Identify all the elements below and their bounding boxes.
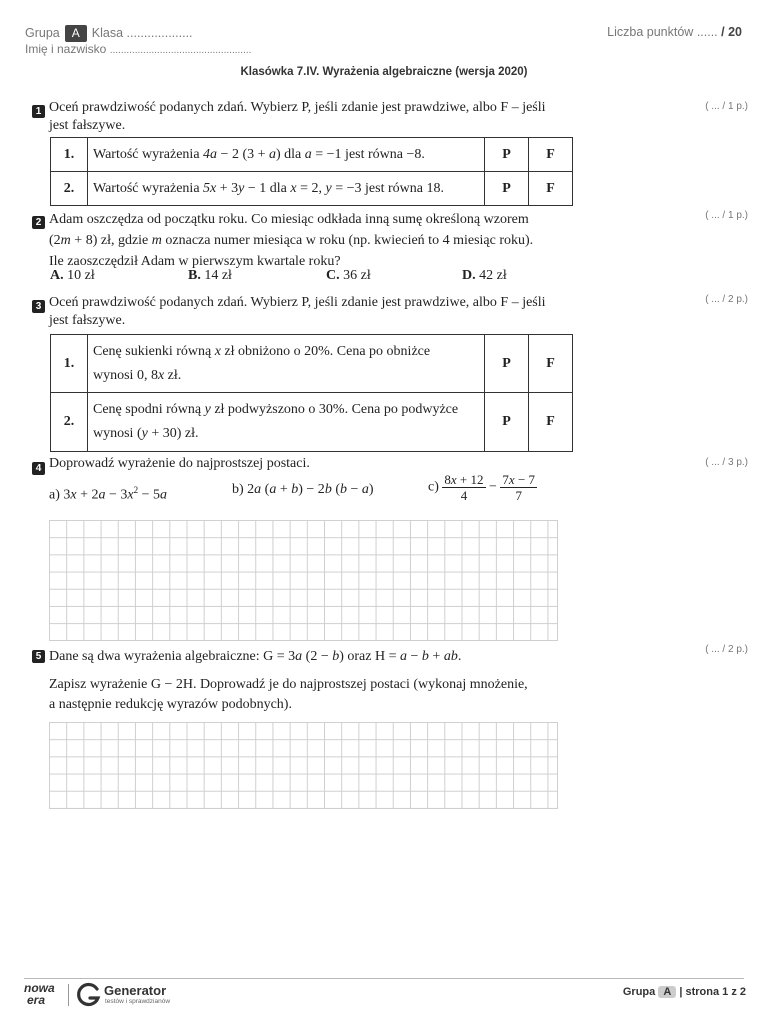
row-number: 1. — [51, 138, 88, 172]
name-line — [25, 42, 251, 56]
footer-group-badge: A — [658, 986, 676, 998]
question-2-number: 2 — [32, 212, 45, 230]
answer-d[interactable]: D. 42 zł — [462, 268, 507, 283]
row-number: 2. — [51, 172, 88, 206]
group-label: Grupa — [25, 26, 60, 40]
name-field[interactable]: ................................................... — [109, 45, 252, 56]
fraction-2: $\frac{7x - 7}{7}$ — [502, 472, 536, 503]
class-field[interactable]: ................... — [126, 26, 193, 40]
answer-b[interactable]: B. 14 zł — [188, 268, 232, 283]
false-option[interactable]: F — [529, 335, 573, 393]
generator-logo-icon — [76, 982, 102, 1008]
table-row — [51, 335, 573, 393]
expression-a: a) $3x + 2a - 3x^2 - 5a$ — [49, 485, 168, 503]
answer-grid-q4[interactable] — [49, 520, 558, 641]
statement-2: Wartość wyrażenia 5x + 3y − 1 dla x = 2, y = −3 jest równa 18. — [88, 172, 485, 206]
question-1-points: ( ... / 1 p.) — [705, 101, 748, 112]
points-label: Liczba punktów — [607, 25, 694, 39]
generator-logo-sub: testów i sprawdzianów — [105, 998, 171, 1005]
true-option[interactable]: P — [485, 138, 529, 172]
footer-page-info: Grupa A | strona 1 z 2 — [622, 986, 746, 998]
name-label: Imię i nazwisko — [25, 42, 107, 56]
question-3-number: 3 — [32, 296, 45, 314]
question-5-number: 5 — [32, 646, 45, 664]
row-number: 1. — [51, 335, 88, 393]
footer-divider — [24, 978, 744, 979]
false-option[interactable]: F — [529, 393, 573, 452]
question-2-points: ( ... / 1 p.) — [705, 210, 748, 221]
question-1-text: Oceń prawdziwość podanych zdań. Wybierz P, jeśli zdanie jest prawdziwe, albo F – jeśli jest fałszywe. — [49, 100, 546, 133]
true-option[interactable]: P — [485, 393, 529, 452]
points-total — [607, 25, 742, 39]
question-3-text: Oceń prawdziwość podanych zdań. Wybierz P, jeśli zdanie jest prawdziwe, albo F – jeśli jest fałszywe. — [49, 295, 546, 328]
question-4-text: Doprowadź wyrażenie do najprostszej postaci. — [49, 456, 310, 471]
question-5-points: ( ... / 2 p.) — [705, 644, 748, 655]
expression-c: c) $\frac{8x + 12}{4}$ − $\frac{7x - 7}{7}$ — [428, 472, 536, 503]
question-3-table — [50, 334, 573, 452]
test-title: Klasówka 7.IV. Wyrażenia algebraiczne (wersja 2020) — [240, 66, 528, 78]
generator-logo-name: Generator — [104, 983, 167, 998]
logo-divider — [68, 984, 69, 1006]
fraction-1: $\frac{8x + 12}{4}$ — [444, 472, 484, 503]
false-option[interactable]: F — [529, 172, 573, 206]
answer-grid-q5[interactable] — [49, 722, 558, 809]
question-4-points: ( ... / 3 p.) — [705, 457, 748, 468]
question-1-number: 1 — [32, 101, 45, 119]
nowa-era-logo: nowa era — [24, 981, 55, 1007]
class-label: Klasa — [91, 26, 124, 40]
false-option[interactable]: F — [529, 138, 573, 172]
group-line — [25, 25, 193, 42]
true-option[interactable]: P — [485, 172, 529, 206]
statement-1: Wartość wyrażenia 4a − 2 (3 + a) dla a = −1 jest równa −8. — [88, 138, 485, 172]
table-row — [51, 138, 573, 172]
points-field[interactable]: ...... — [696, 25, 718, 39]
group-badge: A — [65, 25, 87, 42]
row-number: 2. — [51, 393, 88, 452]
statement-2: Cenę spodni równą y zł podwyższono o 30%. Cena po podwyżce wynosi (y + 30) zł. — [88, 393, 485, 452]
question-3-points: ( ... / 2 p.) — [705, 294, 748, 305]
table-row — [51, 172, 573, 206]
question-2-text: Adam oszczędza od początku roku. Co miesiąc odkłada inną sumę określoną wzorem (2m + 8) zł, gdzie m oznacza numer miesiąca w roku (np. kwiecień to 4 miesiąc roku). Ile zaoszczędził Adam w pierwszym kwartale roku? — [49, 212, 534, 269]
question-4-number: 4 — [32, 458, 45, 476]
question-5-task: Zapisz wyrażenie G − 2H. Doprowadź je do najprostszej postaci (wykonaj mnożenie, a następnie redukcję wyrazów podobnych). — [49, 677, 528, 712]
points-max: / 20 — [721, 25, 742, 39]
true-option[interactable]: P — [485, 335, 529, 393]
question-1-table — [50, 137, 573, 206]
answer-c[interactable]: C. 36 zł — [326, 268, 371, 283]
statement-1: Cenę sukienki równą x zł obniżono o 20%. Cena po obniżce wynosi 0, 8x zł. — [88, 335, 485, 393]
question-5-intro: Dane są dwa wyrażenia algebraiczne: G = 3a (2 − b) oraz H = a − b + ab. — [49, 649, 462, 664]
table-row — [51, 393, 573, 452]
answer-a[interactable]: A. 10 zł — [50, 268, 95, 283]
expression-b: b) 2a (a + b) − 2b (b − a) — [232, 482, 374, 497]
